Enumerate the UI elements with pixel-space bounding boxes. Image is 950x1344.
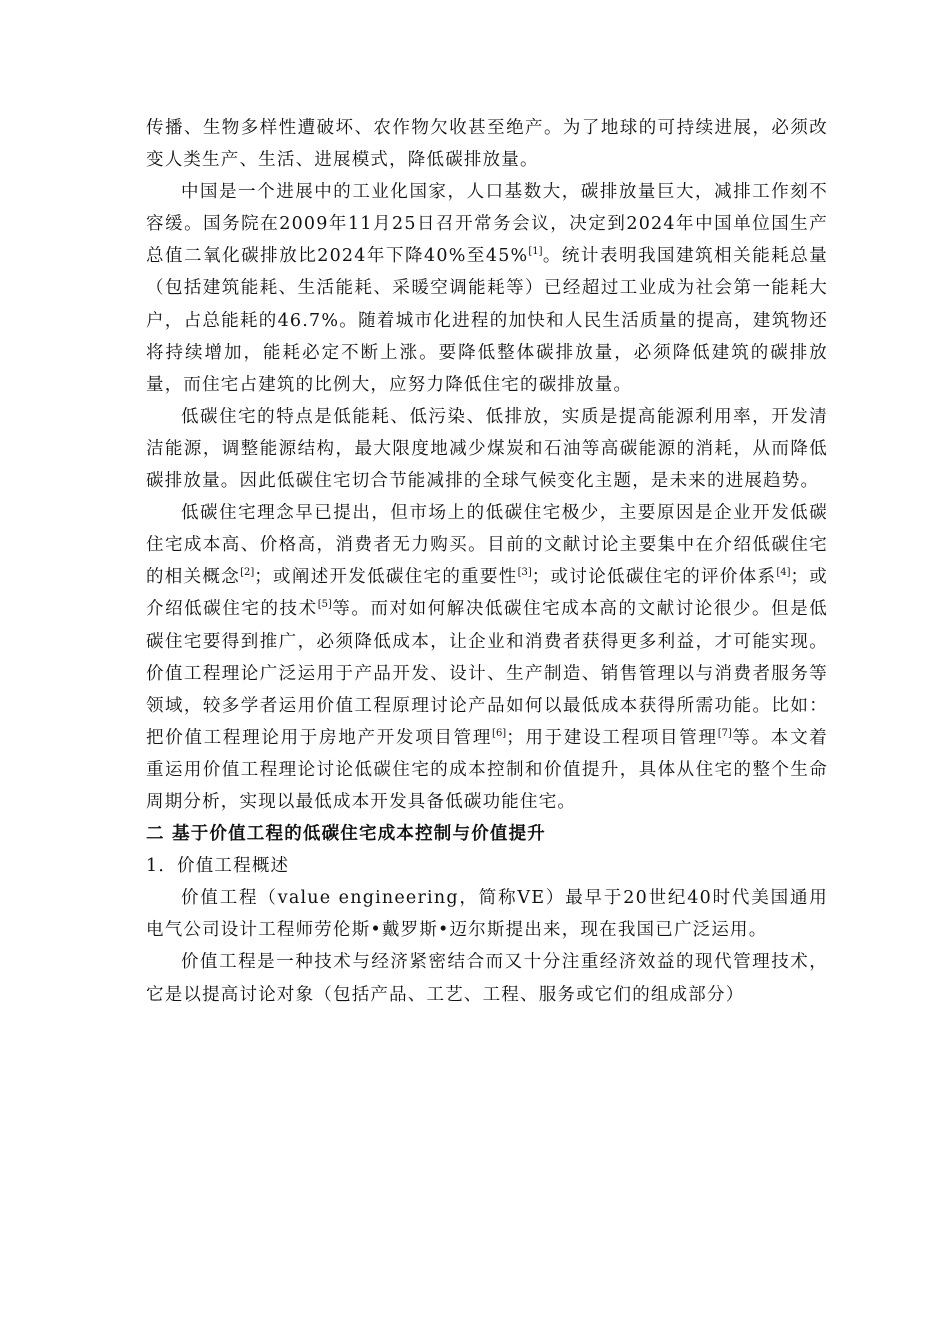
paragraph-text: 价值工程（value engineering，简称VE）最早于20世纪40时代美国通用电气公司设计工程师劳伦斯•戴罗斯•迈尔斯提出来，现在我国已广泛运用。: [146, 888, 828, 941]
body-paragraph: [146, 112, 828, 176]
citation-mark: [7]: [717, 727, 732, 739]
paragraph-text: 价值工程是一种技术与经济紧密结合而又十分注重经济效益的现代管理技术，它是以提高讨论对象（包括产品、工艺、工程、服务或它们的组成部分）: [146, 952, 828, 1005]
paragraph-text: 低碳住宅理念早已提出，但市场上的低碳住宅极少，主要原因是企业开发低碳住宅成本高、价格高，消费者无力购买。目前的文献讨论主要集中在介绍低碳住宅的相关概念: [146, 503, 828, 588]
paragraph-text: 等。而对如何解决低碳住宅成本高的文献讨论很少。但是低碳住宅要得到推广，必须降低成本，让企业和消费者获得更多利益，才可能实现。价值工程理论广泛运用于产品开发、设计、生产制造、销售管理以与消费者服务等领域，较多学者运用价值工程原理讨论产品如何以最低成本获得所需功能。比如：把价值工程理论用于房地产开发项目管理: [146, 599, 828, 748]
document-page: [146, 112, 828, 1011]
citation-mark: [5]: [317, 599, 332, 611]
citation-mark: [1]: [528, 246, 543, 258]
paragraph-text: 中国是一个进展中的工业化国家，人口基数大，碳排放量巨大，减排工作刻不容缓。国务院在2009年11月25日召开常务会议，决定到2024年中国单位国生产总值二氧化碳排放比2024年下降40%至45%: [146, 182, 828, 267]
body-paragraph: [146, 882, 828, 946]
paragraph-text: ；或讨论低碳住宅的评价体系: [531, 567, 777, 588]
citation-mark: [2]: [240, 567, 255, 579]
citation-mark: [6]: [492, 727, 507, 739]
section-heading: 二 基于价值工程的低碳住宅成本控制与价值提升: [146, 824, 546, 845]
paragraph-text: 低碳住宅的特点是低能耗、低污染、低排放，实质是提高能源利用率，开发清洁能源，调整能源结构，最大限度地减少煤炭和石油等高碳能源的消耗，从而降低碳排放量。因此低碳住宅切合节能减排的全球气候变化主题，是未来的进展趋势。: [146, 406, 828, 492]
paragraph-text: ；或阐述开发低碳住宅的重要性: [254, 567, 518, 588]
body-paragraph: [146, 401, 828, 497]
citation-mark: [4]: [776, 567, 791, 579]
body-paragraph: [146, 176, 828, 401]
paragraph-text: 传播、生物多样性遭破坏、农作物欠收甚至绝产。为了地球的可持续进展，必须改变人类生产、生活、进展模式，降低碳排放量。: [146, 118, 828, 171]
citation-mark: [3]: [517, 567, 532, 579]
paragraph-text: ；或介绍低碳住宅的技术: [146, 567, 828, 620]
paragraph-text: 。统计表明我国建筑相关能耗总量（包括建筑能耗、生活能耗、采暖空调能耗等）已经超过工业成为社会第一能耗大户，占总能耗的46.7%。随着城市化进程的加快和人民生活质量的提高，建筑物还将持续增加，能耗必定不断上涨。要降低整体碳排放量，必须降低建筑的碳排放量，而住宅占建筑的比例大，应努力降低住宅的碳排放量。: [146, 246, 828, 395]
body-paragraph: [146, 497, 828, 818]
paragraph-text: 等。本文着重运用价值工程理论讨论低碳住宅的成本控制和价值提升，具体从住宅的整个生命周期分析，实现以最低成本开发具备低碳功能住宅。: [146, 727, 828, 812]
body-paragraph: [146, 946, 828, 1010]
subsection-heading: 1．价值工程概述: [146, 856, 290, 877]
paragraph-text: ；用于建设工程项目管理: [506, 727, 718, 748]
